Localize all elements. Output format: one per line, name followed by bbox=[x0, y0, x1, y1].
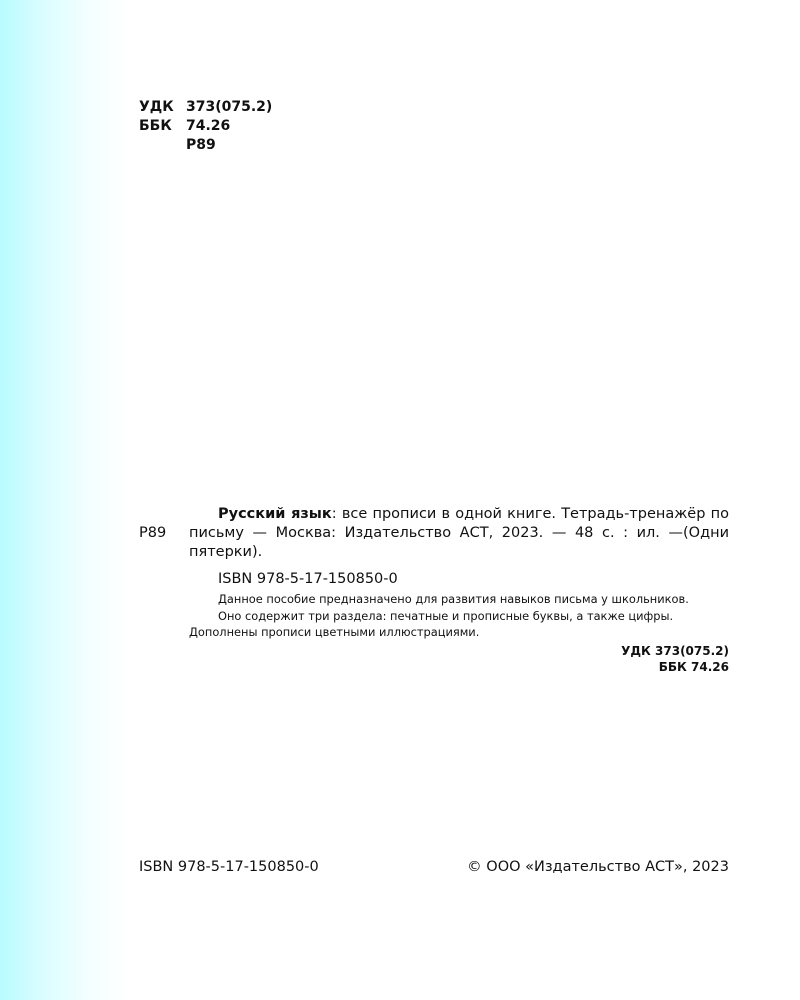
bbk-row bbox=[139, 117, 230, 136]
annotation-line-1: Данное пособие предназначено для развития навыков письма у школьников. bbox=[218, 592, 689, 606]
udk-index: УДК 373(075.2) bbox=[621, 644, 729, 658]
bibliographic-entry bbox=[189, 505, 729, 562]
bbk-value: 74.26 bbox=[186, 118, 231, 134]
udk-label: УДК bbox=[139, 99, 174, 115]
footer-isbn: ISBN 978-5-17-150850-0 bbox=[139, 859, 319, 875]
book-title: Русский язык bbox=[218, 506, 332, 522]
bbk-index: ББК 74.26 bbox=[658, 660, 729, 674]
bbk-label: ББК bbox=[139, 118, 172, 134]
annotation-line-3: Дополнены прописи цветными иллюстрациями. bbox=[189, 625, 480, 639]
udk-value: 373(075.2) bbox=[186, 99, 273, 115]
copyright-notice: © ООО «Издательство АСТ», 2023 bbox=[467, 859, 729, 875]
bibliographic-description: : все прописи в одной книге. Тетрадь-тренажёр по письму — Москва: Издательство АСТ, 2023. — 48 с. : ил. —(Одни пятерки). bbox=[189, 506, 729, 560]
isbn-line: ISBN 978-5-17-150850-0 bbox=[218, 571, 398, 587]
classification-index bbox=[560, 643, 729, 675]
author-mark: Р89 bbox=[186, 137, 216, 153]
udk-row bbox=[139, 98, 272, 117]
annotation bbox=[189, 591, 729, 641]
author-mark-row bbox=[139, 136, 216, 155]
bibliography-author-mark: Р89 bbox=[139, 525, 167, 541]
annotation-line-2: Оно содержит три раздела: печатные и прописные буквы, а также цифры. bbox=[218, 608, 674, 623]
